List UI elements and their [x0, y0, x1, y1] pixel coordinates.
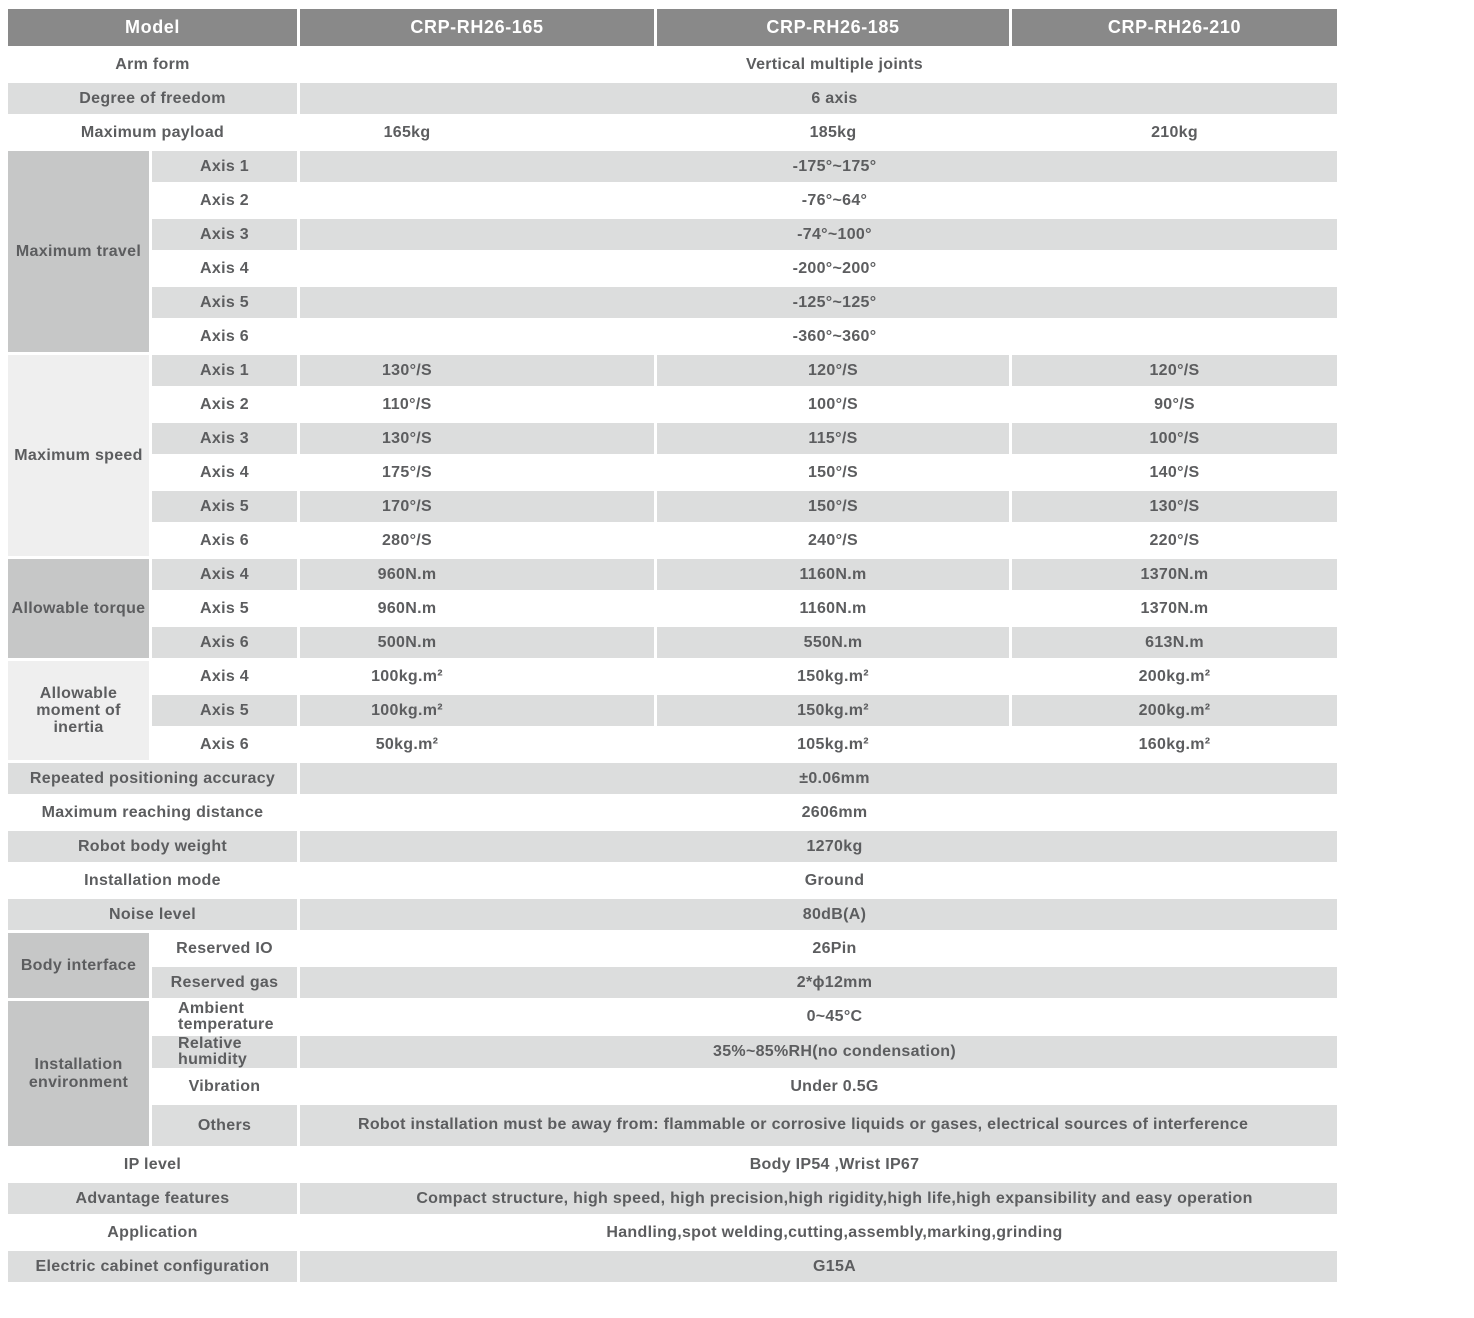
model-header-label: Model	[8, 9, 300, 49]
axis-label-cell: Axis 5	[152, 695, 300, 729]
value-cell: 1160N.m	[657, 559, 1012, 593]
spec-row	[8, 49, 1340, 83]
value-cell: 150kg.m²	[657, 661, 1012, 695]
model-column-header-3: CRP-RH26-210	[1012, 9, 1340, 49]
value-cell: Body IP54 ,Wrist IP67	[300, 1149, 1340, 1183]
value-cell: 140°/S	[1012, 457, 1340, 491]
value-cell: 105kg.m²	[657, 729, 1012, 763]
value-cell: 185kg	[657, 117, 1012, 151]
value-cell: 150°/S	[657, 457, 1012, 491]
value-cell: -74°~100°	[300, 219, 1340, 253]
spec-row	[8, 321, 1340, 355]
value-cell: 280°/S	[300, 525, 657, 559]
row-label-cell: Noise level	[8, 899, 300, 933]
spec-row	[8, 1217, 1340, 1251]
value-cell: 90°/S	[1012, 389, 1340, 423]
axis-label-cell: Axis 3	[152, 423, 300, 457]
axis-label-cell: Axis 6	[152, 525, 300, 559]
axis-label-cell: Axis 4	[152, 559, 300, 593]
value-cell: 80dB(A)	[300, 899, 1340, 933]
axis-label-cell: Axis 1	[152, 151, 300, 185]
value-cell: 110°/S	[300, 389, 657, 423]
spec-row	[8, 1251, 1340, 1285]
spec-row	[8, 1149, 1340, 1183]
spec-row	[8, 1105, 1340, 1149]
spec-table-body	[8, 49, 1340, 1285]
axis-label-cell: Axis 4	[152, 457, 300, 491]
value-cell: -125°~125°	[300, 287, 1340, 321]
value-cell: 220°/S	[1012, 525, 1340, 559]
row-label-cell: Arm form	[8, 49, 300, 83]
value-cell: 240°/S	[657, 525, 1012, 559]
value-cell: -360°~360°	[300, 321, 1340, 355]
axis-label-cell: Axis 3	[152, 219, 300, 253]
axis-label-cell: Axis 6	[152, 729, 300, 763]
row-label-cell: Advantage features	[8, 1183, 300, 1217]
value-cell: 1370N.m	[1012, 593, 1340, 627]
spec-row	[8, 899, 1340, 933]
row-label-cell: Application	[8, 1217, 300, 1251]
spec-row	[8, 661, 1340, 695]
value-cell: G15A	[300, 1251, 1340, 1285]
row-label-cell: Maximum payload	[8, 117, 300, 151]
value-cell: 6 axis	[300, 83, 1340, 117]
spec-row	[8, 559, 1340, 593]
value-cell: 500N.m	[300, 627, 657, 661]
value-cell: 130°/S	[300, 355, 657, 389]
value-cell: 175°/S	[300, 457, 657, 491]
spec-row	[8, 695, 1340, 729]
value-cell: 120°/S	[657, 355, 1012, 389]
group-label-cell: Allowable torque	[8, 559, 152, 661]
spec-row	[8, 831, 1340, 865]
group-label-cell: Body interface	[8, 933, 152, 1001]
spec-row	[8, 253, 1340, 287]
value-cell: 120°/S	[1012, 355, 1340, 389]
value-cell: 200kg.m²	[1012, 695, 1340, 729]
value-cell: 35%~85%RH(no condensation)	[300, 1036, 1340, 1071]
spec-row	[8, 967, 1340, 1001]
group-label-cell: Allowable moment of inertia	[8, 661, 152, 763]
row-label-cell: Electric cabinet configuration	[8, 1251, 300, 1285]
value-cell: -175°~175°	[300, 151, 1340, 185]
value-cell: 100°/S	[657, 389, 1012, 423]
value-cell: 960N.m	[300, 593, 657, 627]
row-label-cell: Degree of freedom	[8, 83, 300, 117]
value-cell: 130°/S	[300, 423, 657, 457]
axis-label-cell: Axis 6	[152, 321, 300, 355]
value-cell: 200kg.m²	[1012, 661, 1340, 695]
axis-label-cell: Axis 1	[152, 355, 300, 389]
spec-row	[8, 389, 1340, 423]
spec-row	[8, 219, 1340, 253]
value-cell: ±0.06mm	[300, 763, 1340, 797]
axis-label-cell: Reserved IO	[152, 933, 300, 967]
spec-row	[8, 797, 1340, 831]
spec-row	[8, 933, 1340, 967]
row-label-cell: Repeated positioning accuracy	[8, 763, 300, 797]
spec-row	[8, 1001, 1340, 1036]
axis-label-cell: Others	[152, 1105, 300, 1149]
value-cell: Under 0.5G	[300, 1071, 1340, 1105]
row-label-cell: Maximum reaching distance	[8, 797, 300, 831]
spec-row	[8, 457, 1340, 491]
value-cell: 115°/S	[657, 423, 1012, 457]
spec-row	[8, 287, 1340, 321]
value-cell: 50kg.m²	[300, 729, 657, 763]
spec-table	[8, 9, 1340, 1285]
value-cell: 160kg.m²	[1012, 729, 1340, 763]
value-cell: 100kg.m²	[300, 695, 657, 729]
model-column-header-1: CRP-RH26-165	[300, 9, 657, 49]
spec-row	[8, 491, 1340, 525]
spec-row	[8, 1183, 1340, 1217]
model-column-header-2: CRP-RH26-185	[657, 9, 1012, 49]
axis-label-cell: Axis 5	[152, 287, 300, 321]
value-cell: -200°~200°	[300, 253, 1340, 287]
group-label-cell: Maximum speed	[8, 355, 152, 559]
value-cell: 100kg.m²	[300, 661, 657, 695]
value-cell: 210kg	[1012, 117, 1340, 151]
value-cell: 613N.m	[1012, 627, 1340, 661]
value-cell: 165kg	[300, 117, 657, 151]
spec-row	[8, 1071, 1340, 1105]
spec-row	[8, 151, 1340, 185]
value-cell: 1370N.m	[1012, 559, 1340, 593]
value-cell: -76°~64°	[300, 185, 1340, 219]
axis-label-cell: Relative humidity	[152, 1036, 300, 1071]
group-label-cell: Maximum travel	[8, 151, 152, 355]
value-cell: Ground	[300, 865, 1340, 899]
spec-row	[8, 1036, 1340, 1071]
spec-row	[8, 627, 1340, 661]
row-label-cell: Installation mode	[8, 865, 300, 899]
spec-row	[8, 185, 1340, 219]
value-cell: 150°/S	[657, 491, 1012, 525]
axis-label-cell: Reserved gas	[152, 967, 300, 1001]
spec-row	[8, 117, 1340, 151]
spec-row	[8, 763, 1340, 797]
axis-label-cell: Axis 4	[152, 253, 300, 287]
spec-row	[8, 593, 1340, 627]
value-cell: Compact structure, high speed, high precision,high rigidity,high life,high expansibility and easy operation	[300, 1183, 1340, 1217]
axis-label-cell: Axis 2	[152, 185, 300, 219]
value-cell: Vertical multiple joints	[300, 49, 1340, 83]
value-cell: 170°/S	[300, 491, 657, 525]
axis-label-cell: Vibration	[152, 1071, 300, 1105]
value-cell: Handling,spot welding,cutting,assembly,marking,grinding	[300, 1217, 1340, 1251]
spec-row	[8, 525, 1340, 559]
row-label-cell: Robot body weight	[8, 831, 300, 865]
value-cell: Robot installation must be away from: flammable or corrosive liquids or gases, electrical sources of interference	[300, 1105, 1340, 1149]
spec-row	[8, 865, 1340, 899]
axis-label-cell: Axis 2	[152, 389, 300, 423]
value-cell: 26Pin	[300, 933, 1340, 967]
spec-row	[8, 423, 1340, 457]
group-label-cell: Installation environment	[8, 1001, 152, 1149]
value-cell: 1160N.m	[657, 593, 1012, 627]
axis-label-cell: Axis 6	[152, 627, 300, 661]
spec-row	[8, 355, 1340, 389]
row-label-cell: IP level	[8, 1149, 300, 1183]
value-cell: 150kg.m²	[657, 695, 1012, 729]
spec-row	[8, 83, 1340, 117]
value-cell: 100°/S	[1012, 423, 1340, 457]
value-cell: 2*ϕ12mm	[300, 967, 1340, 1001]
spec-row	[8, 729, 1340, 763]
value-cell: 1270kg	[300, 831, 1340, 865]
value-cell: 0~45°C	[300, 1001, 1340, 1036]
header-row	[8, 9, 1340, 49]
value-cell: 2606mm	[300, 797, 1340, 831]
axis-label-cell: Axis 5	[152, 593, 300, 627]
value-cell: 550N.m	[657, 627, 1012, 661]
value-cell: 960N.m	[300, 559, 657, 593]
axis-label-cell: Axis 4	[152, 661, 300, 695]
axis-label-cell: Ambient temperature	[152, 1001, 300, 1036]
value-cell: 130°/S	[1012, 491, 1340, 525]
axis-label-cell: Axis 5	[152, 491, 300, 525]
